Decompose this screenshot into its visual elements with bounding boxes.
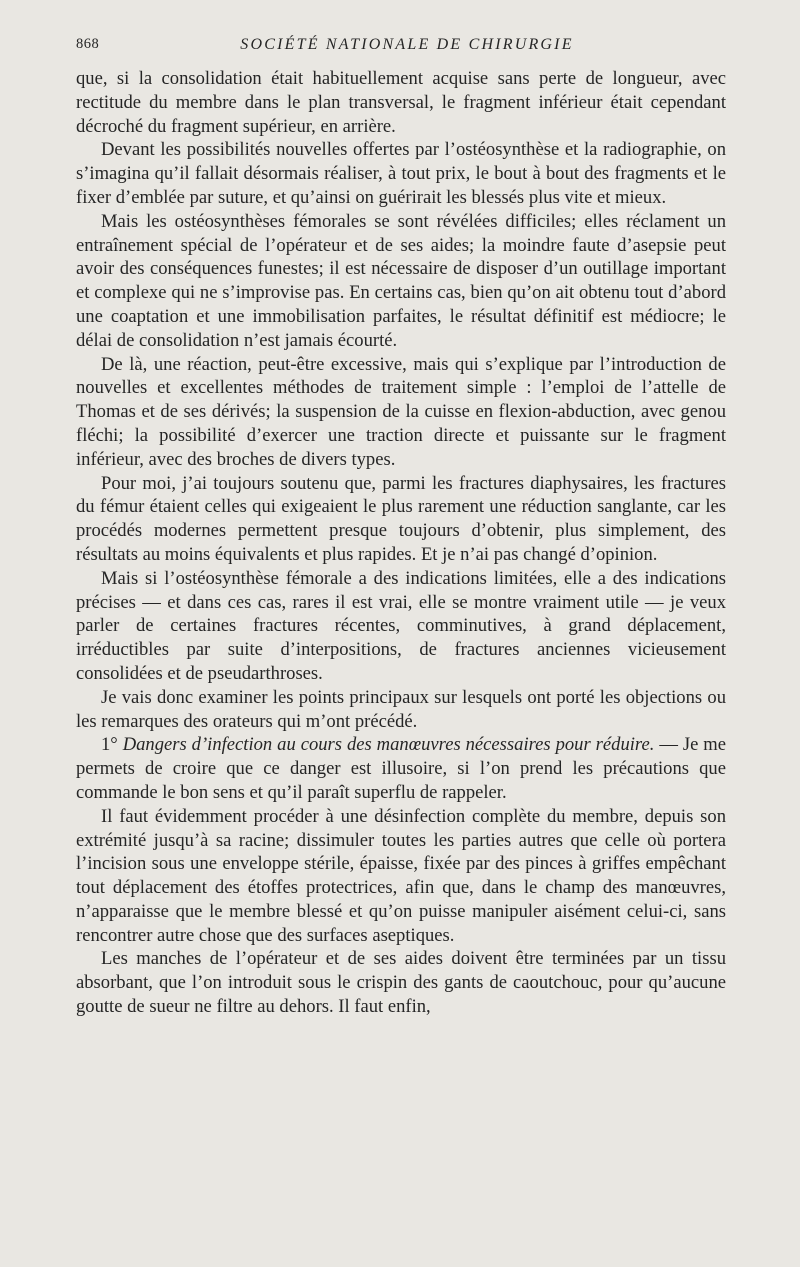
running-title: SOCIÉTÉ NATIONALE DE CHIRURGIE <box>240 36 574 53</box>
paragraph: Mais si l’ostéosynthèse fémorale a des indications limitées, elle a des indications précises — et dans ces cas, rares il est vrai, elle se montre vraiment utile — je veux parler de certaines fractures récentes, comminutives, à grand déplacement, irréductibles par suite d’interpositions, de fractures anciennes vicieusement consolidées et de pseudarthroses. <box>76 567 726 684</box>
paragraph: Les manches de l’opérateur et de ses aides doivent être terminées par un tissu absorbant, que l’on introduit sous le crispin des gants de caoutchouc, pour qu’aucune goutte de sueur ne filtre au dehors. Il faut enfin, <box>76 948 726 1018</box>
paragraph: Pour moi, j’ai toujours soutenu que, parmi les fractures diaphysaires, les fractures du fémur étaient celles qui exigeaient le plus rarement une réduction sanglante, car les procédés modernes permettent presque toujours d’obtenir, plus simplement, des résultats au moins équivalents et plus rapides. Et je n’ai pas changé d’opinion. <box>76 472 726 565</box>
page-header <box>76 36 726 60</box>
page-number: 868 <box>76 36 100 52</box>
paragraph: Je vais donc examiner les points principaux sur lesquels ont porté les objections ou les remarques des orateurs qui m’ont précédé. <box>76 686 726 732</box>
section-heading: Dangers d’infection au cours des manœuvres nécessaires pour réduire. <box>122 734 655 756</box>
section-paragraph <box>76 733 726 804</box>
body-text <box>76 67 726 1019</box>
section-number: 1° <box>101 734 118 756</box>
section-text: — Je me permets de croire que ce danger est illusoire, si l’on prend les précautions que commande le bon sens et qu’il paraît superflu de rappeler. <box>76 734 726 803</box>
paragraph: Devant les possibilités nouvelles offertes par l’ostéosynthèse et la radiographie, on s’imagina qu’il fallait désormais réaliser, à tout prix, le bout à bout des fragments et le fixer d’emblée par suture, et qu’ainsi on guérirait les blessés plus vite et mieux. <box>76 139 726 208</box>
paragraph: De là, une réaction, peut-être excessive, mais qui s’explique par l’introduction de nouvelles et excellentes méthodes de traitement simple : l’emploi de l’attelle de Thomas et de ses dérivés; la suspension de la cuisse en flexion-abduction, avec genou fléchi; la possibilité d’exercer une traction directe et puissante sur le fragment inférieur, avec des broches de divers types. <box>76 353 726 470</box>
paragraph: que, si la consolidation était habituellement acquise sans perte de longueur, avec rectitude du membre dans le plan transversal, le fragment inférieur était cependant décroché du fragment supérieur, en arrière. <box>76 68 726 137</box>
paragraph: Il faut évidemment procéder à une désinfection complète du membre, depuis son extrémité jusqu’à sa racine; dissimuler toutes les parties autres que celle où portera l’incision sous une enveloppe stérile, épaisse, fixée par des pinces à griffes empêchant tout déplacement des étoffes protectrices, afin que, dans le champ des manœuvres, n’apparaisse que le membre blessé et qu’on puisse manipuler aisément celui-ci, sans rencontrer autre chose que des surfaces aseptiques. <box>76 805 726 946</box>
paragraph: Mais les ostéosynthèses fémorales se sont révélées difficiles; elles réclament un entraînement spécial de l’opérateur et de ses aides; la moindre faute d’asepsie peut avoir des conséquences funestes; il est nécessaire de disposer d’un outillage important et complexe qui ne s’improvise pas. En certains cas, bien qu’on ait obtenu tout d’abord une coaptation et une immobilisation parfaites, le résultat définitif est médiocre; le délai de consolidation n’est jamais écourté. <box>76 210 726 351</box>
